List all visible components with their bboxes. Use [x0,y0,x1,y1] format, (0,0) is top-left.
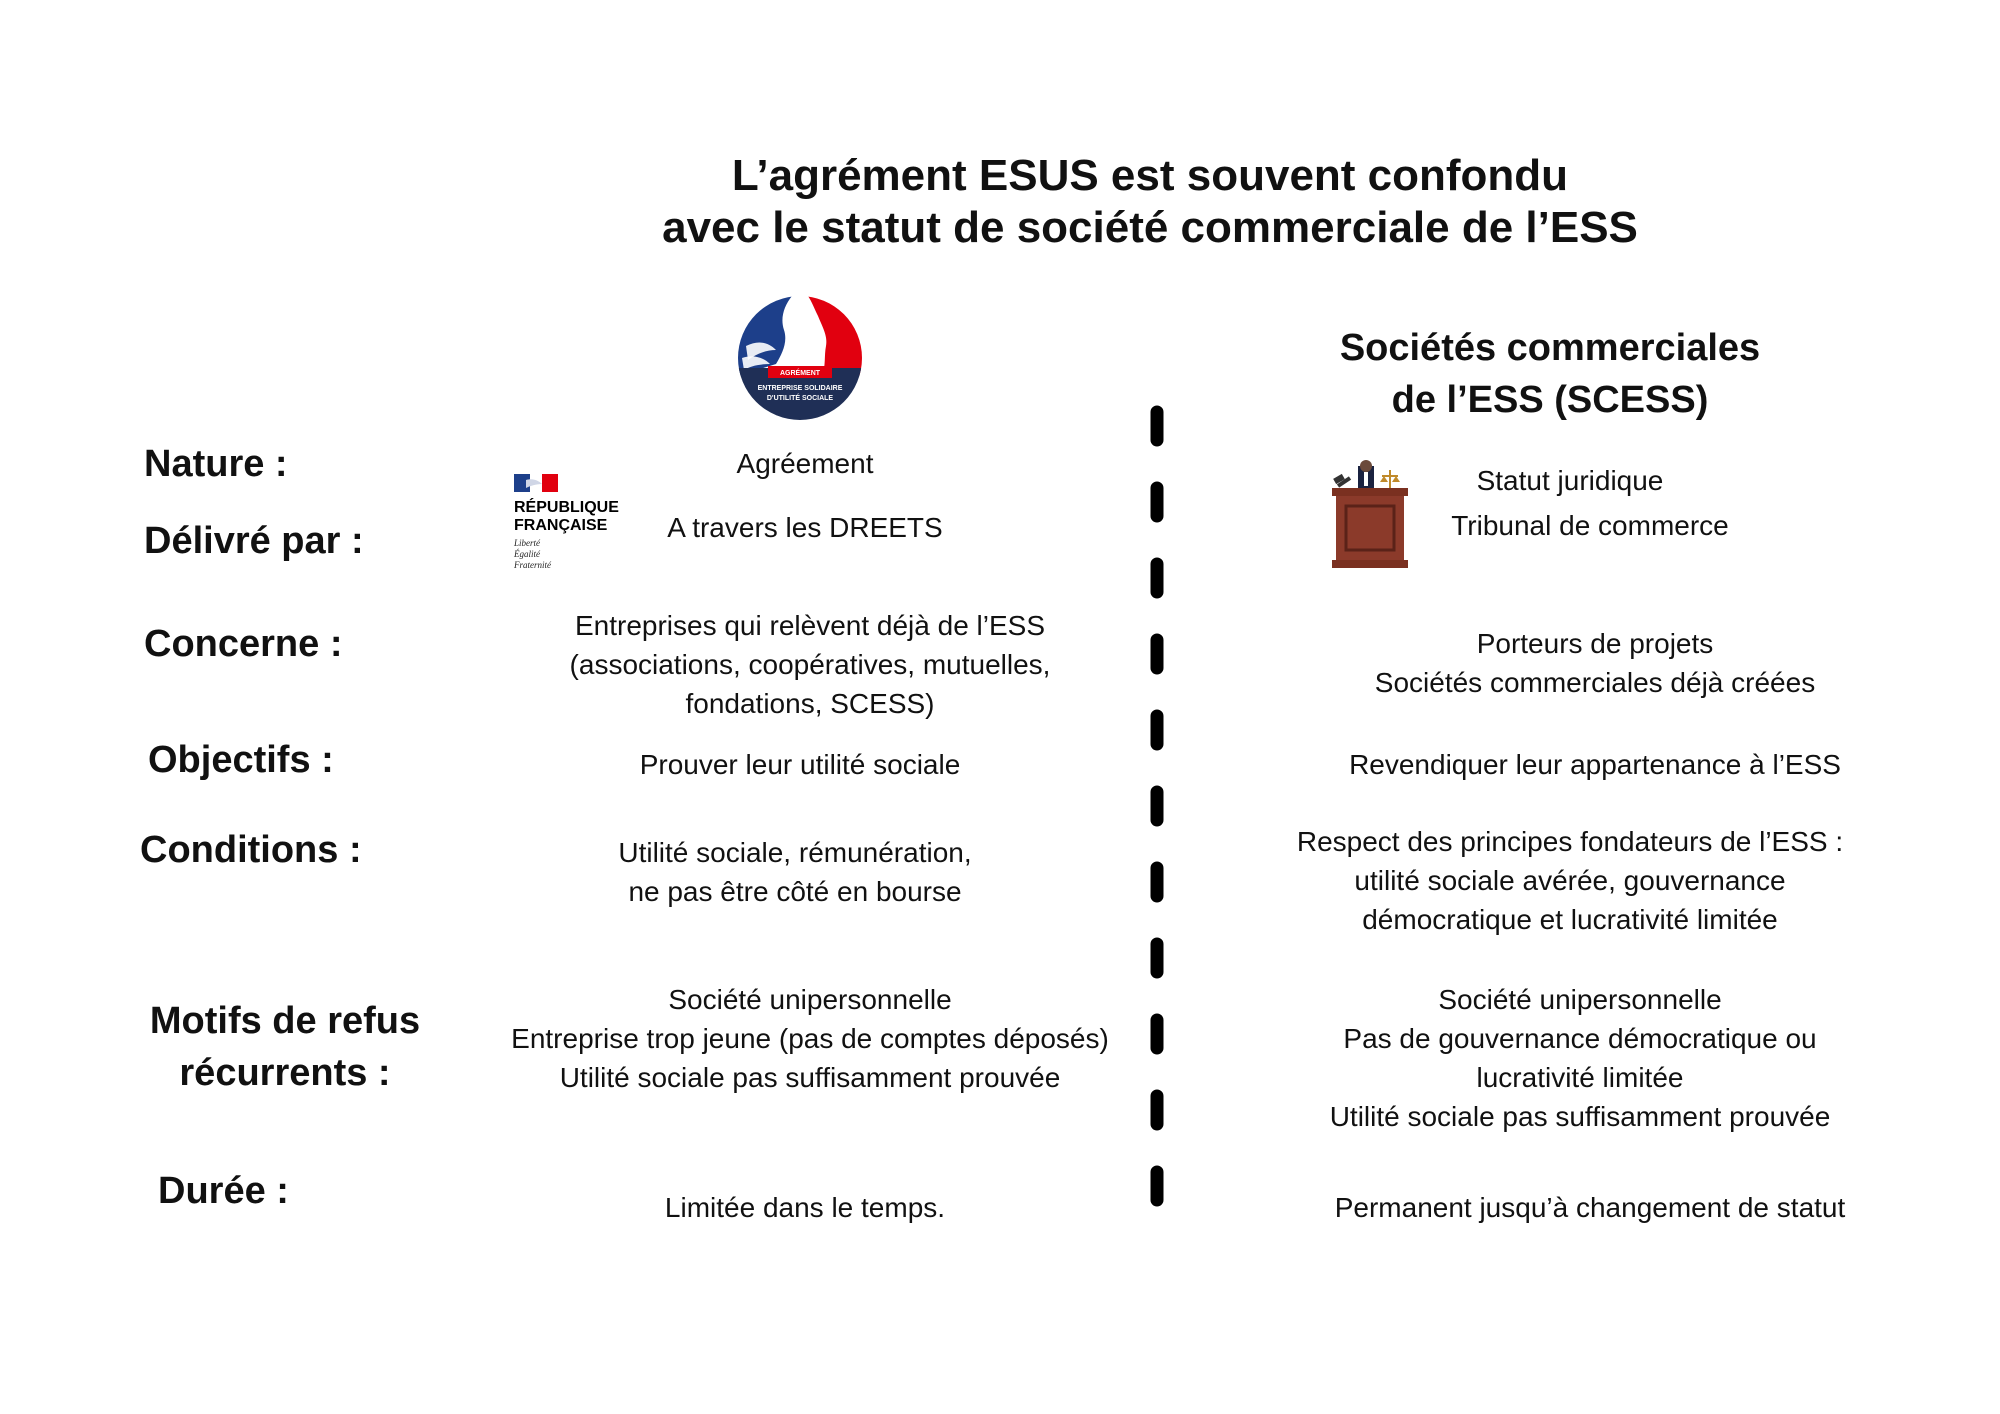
esus-concerne [510,606,1110,723]
badge-line-1: AGRÉMENT [779,370,821,377]
scess-motifs-line-1: Société unipersonnelle [1438,984,1722,1015]
esus-motifs [460,980,1160,1097]
label-objectifs: Objectifs : [148,739,334,781]
scess-concerne-line-1: Porteurs de projets [1476,628,1714,659]
title-line-2: avec le statut de société commerciale de l’ESS [662,203,1638,252]
label-motifs-refus [120,995,450,1099]
scess-motifs-line-2: Pas de gouvernance démocratique ou [1343,1023,1817,1054]
esus-conditions-line-1: Utilité sociale, rémunération, [618,837,972,868]
scess-conditions-line-3: démocratique et lucrativité limitée [1362,904,1778,935]
esus-objectifs: Prouver leur utilité sociale [639,749,961,780]
badge-line-2: ENTREPRISE SOLIDAIRE [757,385,843,392]
esus-motifs-line-2: Entreprise trop jeune (pas de comptes déposés) [511,1023,1109,1054]
label-nature: Nature : [144,443,288,485]
scess-concerne [1285,624,1905,702]
scess-title-line-2: de l’ESS (SCESS) [1391,379,1709,421]
label-delivre-par: Délivré par : [144,520,364,562]
label-motifs-line-2: récurrents : [179,1052,391,1094]
scess-motifs-line-3: lucrativité limitée [1476,1062,1684,1093]
rf-line-1: RÉPUBLIQUE [514,499,619,516]
esus-duree: Limitée dans le temps. [664,1192,946,1223]
esus-motifs-line-3: Utilité sociale pas suffisamment prouvée [559,1062,1061,1093]
scess-duree: Permanent jusqu’à changement de statut [1334,1192,1846,1223]
scess-conditions-line-1: Respect des principes fondateurs de l’ESS : [1296,826,1844,857]
rf-line-2: FRANÇAISE [514,517,608,534]
esus-concerne-line-2: (associations, coopératives, mutuelles, [569,649,1051,680]
esus-concerne-line-1: Entreprises qui relèvent déjà de l’ESS [574,610,1046,641]
label-motifs-line-1: Motifs de refus [149,1000,421,1042]
esus-concerne-line-3: fondations, SCESS) [685,688,935,719]
scess-nature: Statut juridique [1476,465,1664,496]
scess-title-line-1: Sociétés commerciales [1339,327,1761,369]
rf-motto-3: Fraternité [514,560,551,570]
scess-concerne-line-2: Sociétés commerciales déjà créées [1374,667,1816,698]
scess-motifs-line-4: Utilité sociale pas suffisamment prouvée [1329,1101,1831,1132]
esus-motifs-line-1: Société unipersonnelle [668,984,952,1015]
scess-conditions-line-2: utilité sociale avérée, gouvernance [1354,865,1786,896]
esus-badge-icon [738,296,862,420]
esus-nature: Agréement [736,448,874,479]
label-duree: Durée : [158,1170,289,1212]
scess-objectifs: Revendiquer leur appartenance à l’ESS [1349,749,1841,780]
scess-column-title [1270,322,1830,426]
title-line-1: L’agrément ESUS est souvent confondu [731,151,1569,200]
label-conditions: Conditions : [140,829,362,871]
label-concerne: Concerne : [144,623,343,665]
rf-motto-2: Égalité [514,549,540,559]
esus-conditions [545,833,1045,911]
page-title [500,150,1800,254]
scess-delivre: Tribunal de commerce [1451,510,1729,541]
scess-motifs [1260,980,1900,1136]
badge-line-3: D'UTILITÉ SOCIALE [766,395,834,402]
scess-conditions [1250,822,1890,939]
esus-delivre: A travers les DREETS [667,512,943,543]
rf-motto-1: Liberté [514,538,540,548]
esus-conditions-line-2: ne pas être côté en bourse [628,876,962,907]
